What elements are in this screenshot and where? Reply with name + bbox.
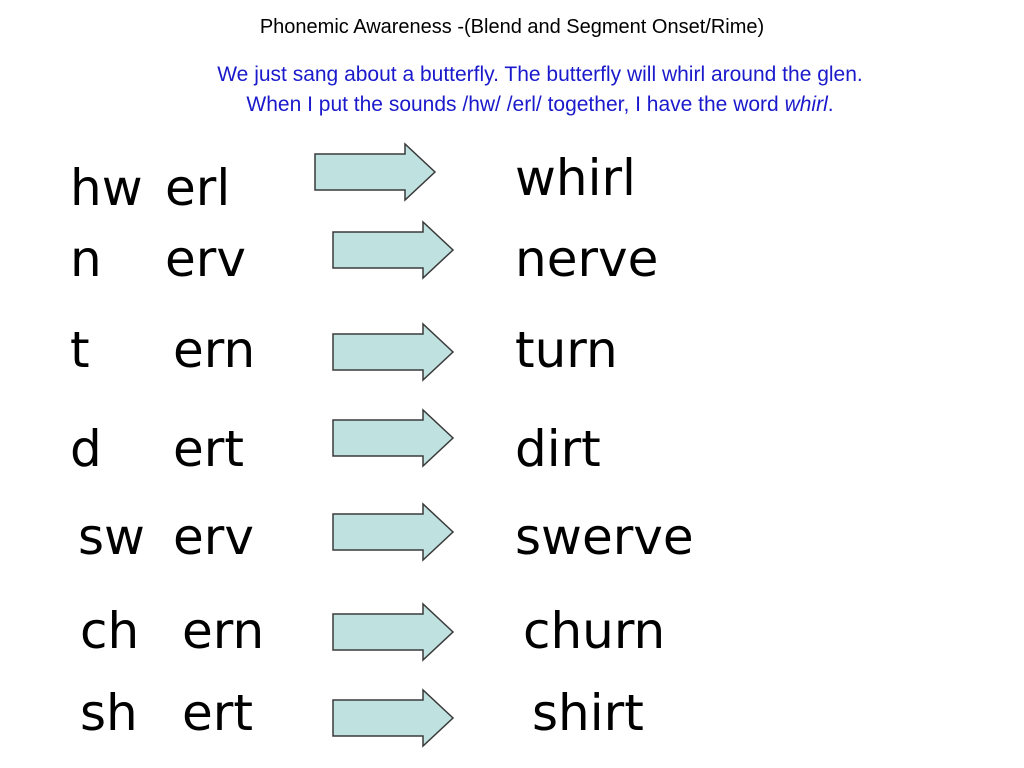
intro-text xyxy=(40,60,1024,120)
rime-text: ern xyxy=(173,321,256,379)
onset-text: sw xyxy=(78,508,145,566)
onset-text: hw xyxy=(70,159,143,217)
slide-title: Phonemic Awareness -(Blend and Segment Onset/Rime) xyxy=(259,16,765,38)
rime-text: erv xyxy=(173,508,254,566)
onset-text: t xyxy=(70,321,90,379)
blended-word-text: whirl xyxy=(515,149,636,207)
onset-text: n xyxy=(70,230,102,288)
onset-text: d xyxy=(70,420,102,478)
blended-word-text: shirt xyxy=(532,684,644,742)
rime-text: ert xyxy=(173,420,244,478)
rime-text: erl xyxy=(165,159,231,217)
right-arrow-icon xyxy=(331,220,455,280)
rime-text: erv xyxy=(165,230,246,288)
blended-word-text: swerve xyxy=(515,508,694,566)
blended-word-text: nerve xyxy=(515,230,659,288)
right-arrow-icon xyxy=(331,502,455,562)
right-arrow-icon xyxy=(313,142,437,202)
rime-text: ert xyxy=(182,684,253,742)
rime-text: ern xyxy=(182,602,265,660)
intro-line-2-prefix: When I put the sounds /hw/ /erl/ together, I have the word xyxy=(246,93,785,116)
onset-text: ch xyxy=(80,602,140,660)
right-arrow-icon xyxy=(331,602,455,662)
intro-target-word: whirl xyxy=(784,93,828,116)
blended-word-text: turn xyxy=(515,321,618,379)
intro-line-2-suffix: . xyxy=(827,93,834,116)
blended-word-text: dirt xyxy=(515,420,601,478)
blended-word-text: churn xyxy=(523,602,666,660)
right-arrow-icon xyxy=(331,408,455,468)
onset-text: sh xyxy=(80,684,138,742)
right-arrow-icon xyxy=(331,322,455,382)
intro-line-2 xyxy=(40,90,1024,120)
right-arrow-icon xyxy=(331,688,455,748)
intro-line-1: We just sang about a butterfly. The butterfly will whirl around the glen. xyxy=(217,63,863,86)
